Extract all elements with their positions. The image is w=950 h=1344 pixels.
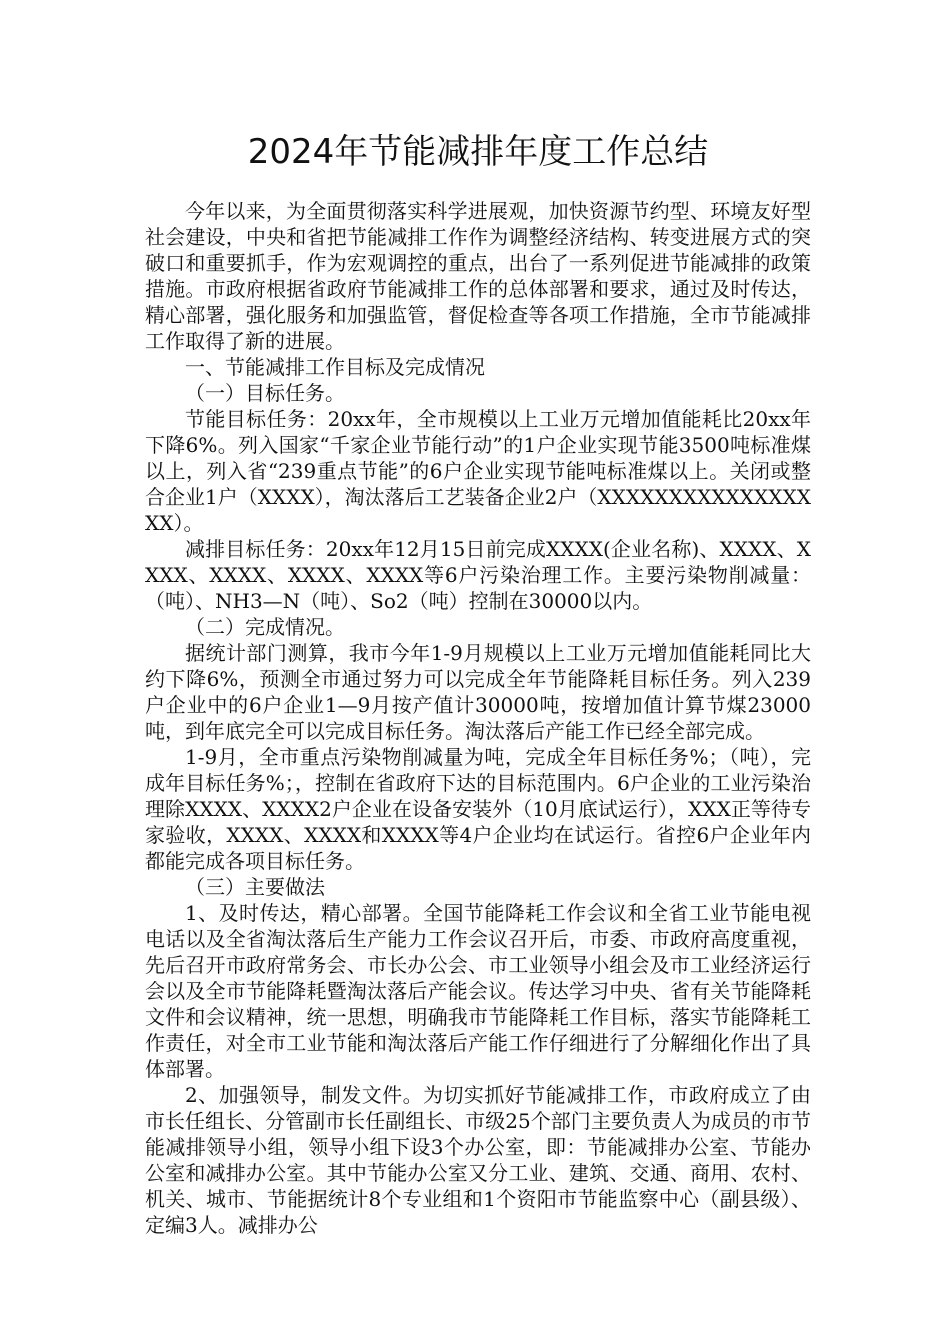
document-title: 2024年节能减排年度工作总结 bbox=[247, 132, 709, 172]
subsection-heading-targets: （一）目标任务。 bbox=[185, 381, 345, 405]
paragraph-measure-1: 1、及时传达，精心部署。全国节能降耗工作会议和全省工业节能电视电话以及全省淘汰落后生产能力工作会议召开后，市委、市政府高度重视，先后召开市政府常务会、市长办公会、市工业领导小组会及市工业经济运行会以及全市节能降耗暨淘汰落后产能会议。传达学习中央、省有关节能降耗文件和会议精神，统一思想，明确我市节能降耗工作目标，落实节能降耗工作责任，对全市工业节能和淘汰落后产能工作仔细进行了分解细化作出了具体部署。 bbox=[145, 901, 811, 1081]
paragraph-completion-energy: 据统计部门测算，我市今年1-9月规模以上工业万元增加值能耗同比大约下降6%，预测全市通过努力可以完成全年节能降耗目标任务。列入239户企业中的6户企业1—9月按产值计30000吨，按增加值计算节煤23000吨，到年底完全可以完成目标任务。淘汰落后产能工作已经全部完成。 bbox=[145, 641, 811, 743]
paragraph-emission-targets: 减排目标任务：20xx年12月15日前完成XXXX(企业名称)、XXXX、XXXX、XXXX、XXXX、XXXX等6户污染治理工作。主要污染物削减量：（吨）、NH3—N（吨）、So2（吨）控制在30000以内。 bbox=[145, 537, 811, 613]
paragraph-intro: 今年以来，为全面贯彻落实科学进展观，加快资源节约型、环境友好型社会建设，中央和省把节能减排工作作为调整经济结构、转变进展方式的突破口和重要抓手，作为宏观调控的重点，出台了一系列促进节能减排的政策措施。市政府根据省政府节能减排工作的总体部署和要求，通过及时传达，精心部署，强化服务和加强监管，督促检查等各项工作措施，全市节能减排工作取得了新的进展。 bbox=[145, 199, 811, 353]
subsection-heading-completion: （二）完成情况。 bbox=[185, 615, 345, 639]
document-body bbox=[145, 198, 811, 1238]
subsection-heading-measures: （三）主要做法 bbox=[185, 875, 325, 899]
document-page bbox=[145, 128, 811, 1238]
paragraph-energy-targets: 节能目标任务：20xx年，全市规模以上工业万元增加值能耗比20xx年下降6%。列入国家“千家企业节能行动”的1户企业实现节能3500吨标准煤以上，列入省“239重点节能”的6户企业实现节能吨标准煤以上。关闭或整合企业1户（XXXX），淘汰落后工艺装备企业2户（XXXXXXXXXXXXXXXXX）。 bbox=[145, 407, 811, 535]
paragraph-completion-emission: 1-9月，全市重点污染物削减量为吨，完成全年目标任务%；（吨），完成年目标任务%；，控制在省政府下达的目标范围内。6户企业的工业污染治理除XXXX、XXXX2户企业在设备安装外（10月底试运行），XXX正等待专家验收，XXXX、XXXX和XXXX等4户企业均在试运行。省控6户企业年内都能完成各项目标任务。 bbox=[145, 745, 811, 873]
section-heading-1: 一、节能减排工作目标及完成情况 bbox=[185, 355, 485, 379]
paragraph-measure-2: 2、加强领导，制发文件。为切实抓好节能减排工作，市政府成立了由市长任组长、分管副市长任副组长、市级25个部门主要负责人为成员的市节能减排领导小组，领导小组下设3个办公室，即：节能减排办公室、节能办公室和减排办公室。其中节能办公室又分工业、建筑、交通、商用、农村、机关、城市、节能据统计8个专业组和1个资阳市节能监察中心（副县级）、定编3人。减排办公 bbox=[145, 1083, 811, 1237]
